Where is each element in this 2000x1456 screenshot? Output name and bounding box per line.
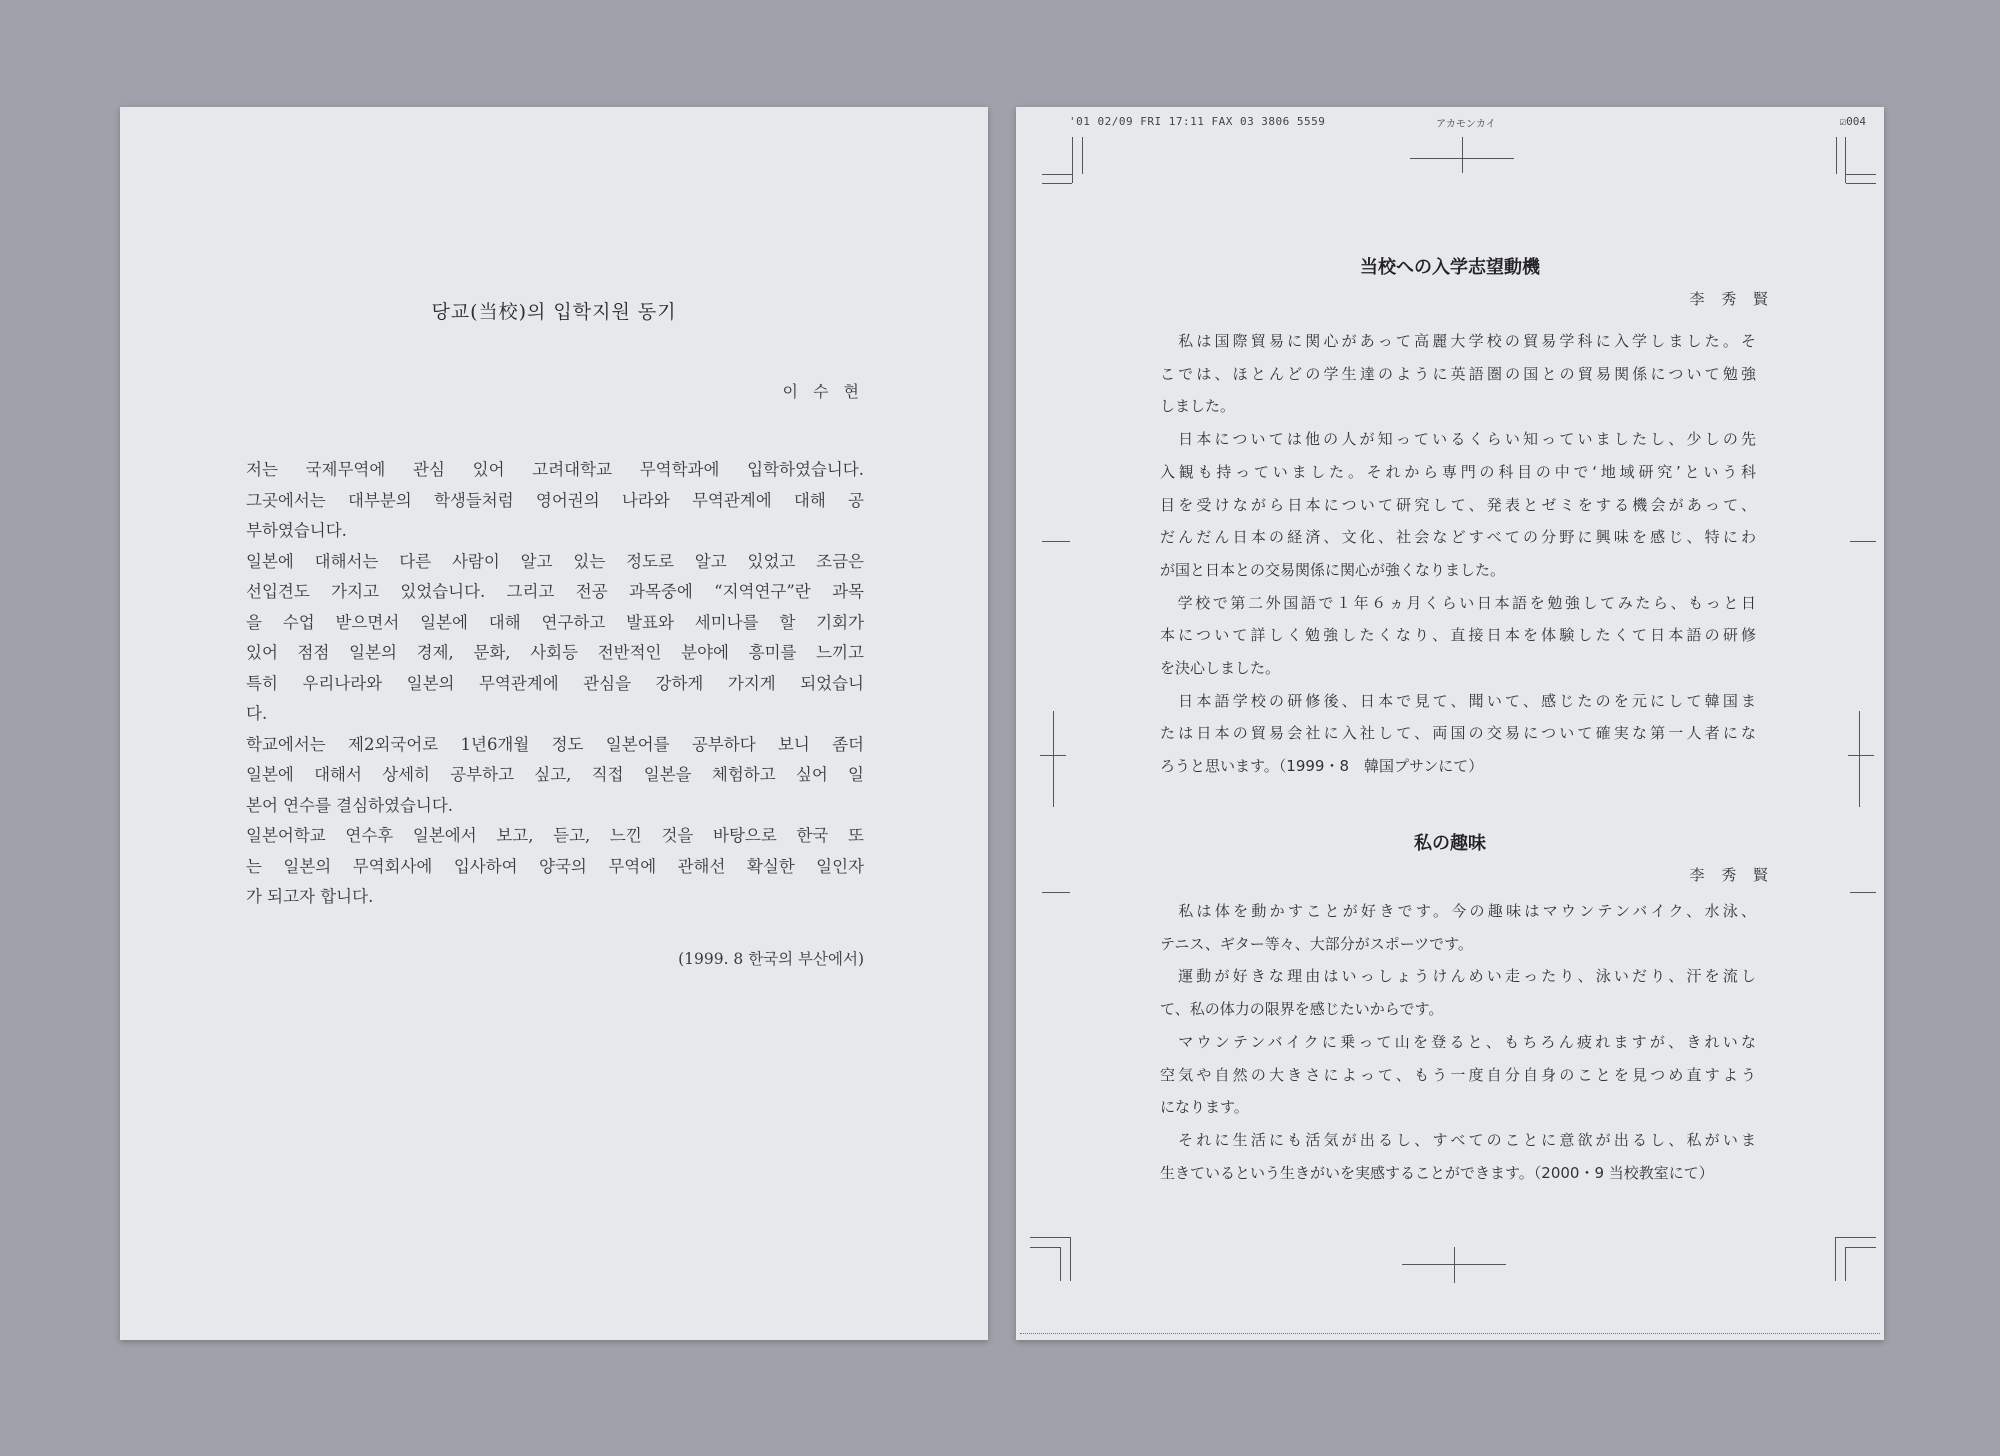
essay1-line: 日本については他の人が知っているくらい知っていましたし、少しの先 (1160, 430, 1756, 449)
fax-page-number: ☑004 (1839, 115, 1866, 128)
essay2-line: テニス、ギター等々、大部分がスポーツです。 (1160, 934, 1473, 953)
crop-mark (1042, 174, 1072, 175)
crop-mark (1836, 137, 1837, 174)
registration-mark (1042, 892, 1070, 893)
crop-mark (1030, 1247, 1060, 1248)
essay2-line: 生きているという生きがいを実感することができます。（2000・9 当校教室にて） (1160, 1163, 1714, 1182)
registration-mark (1053, 711, 1054, 807)
essay1-line: 本について詳しく勉強したくなり、直接日本を体験したくて日本語の研修 (1160, 626, 1756, 645)
korean-line: 가 되고자 합니다. (246, 887, 374, 906)
korean-line: 저는 국제무역에 관심 있어 고려대학교 무역학과에 입학하였습니다. (246, 460, 864, 479)
essay2-line: になります。 (1160, 1098, 1249, 1117)
essay1-line: しました。 (1160, 397, 1236, 416)
crop-mark (1836, 1237, 1876, 1238)
korean-line: 있어 점점 일본의 경제, 문화, 사회등 전반적인 분야에 흥미를 느끼고 (246, 643, 864, 662)
essay1-line: 目を受けながら日本について研究して、発表とゼミをする機会があって、 (1160, 495, 1756, 514)
korean-line: 본어 연수를 결심하였습니다. (246, 795, 454, 815)
crop-mark (1846, 1247, 1876, 1248)
korean-line: 을 수업 받으면서 일본에 대해 연구하고 발표와 세미나를 할 기회가 (246, 612, 864, 632)
crop-mark (1845, 1247, 1846, 1281)
crop-mark (1845, 137, 1846, 183)
korean-body (246, 455, 864, 913)
essay1-line: が国と日本との交易関係に関心が強くなりました。 (1160, 560, 1506, 579)
essay1-line: 入観も持っていました。それから専門の科目の中で‘地域研究’という科 (1160, 462, 1756, 481)
crop-mark (1846, 174, 1876, 175)
registration-mark (1850, 541, 1876, 542)
crop-mark (1835, 1237, 1836, 1281)
korean-document-sheet (120, 107, 988, 1340)
essay1-line: こでは、ほとんどの学生達のように英語圏の国との貿易関係について勉強 (1160, 364, 1756, 383)
essay2-line: それに生活にも活気が出るし、すべてのことに意欲が出るし、私がいま (1160, 1130, 1756, 1149)
crop-mark (1070, 1237, 1071, 1281)
korean-line: 다. (246, 704, 268, 723)
japanese-fax-sheet (1016, 107, 1884, 1340)
korean-line: 선입견도 가지고 있었습니다. 그리고 전공 과목중에 “지역연구”란 과목 (246, 582, 864, 601)
registration-mark (1040, 755, 1066, 756)
essay1-line: を決心しました。 (1160, 659, 1281, 678)
essay1-body (1160, 325, 1756, 783)
crop-mark (1846, 183, 1876, 184)
registration-mark (1848, 755, 1874, 756)
korean-line: 부하였습니다. (246, 521, 347, 540)
essay2-title: 私の趣味 (1414, 833, 1486, 854)
registration-mark (1850, 892, 1876, 893)
korean-date: (1999. 8 한국의 부산에서) (678, 950, 864, 968)
korean-author: 이 수 현 (782, 382, 864, 401)
fax-header: '01 02/09 FRI 17:11 FAX 03 3806 5559 (1069, 115, 1326, 128)
essay2-line: マウンテンバイクに乗って山を登ると、もちろん疲れますが、きれいな (1160, 1032, 1756, 1051)
korean-title: 당교(当校)의 입학지원 동기 (431, 301, 677, 323)
korean-line: 그곳에서는 대부분의 학생들처럼 영어권의 나라와 무역관계에 대해 공 (246, 490, 864, 510)
essay1-line: 学校で第二外国語で１年６ヵ月くらい日本語を勉強してみたら、もっと日 (1160, 593, 1756, 612)
korean-line: 일본에 대해서는 다른 사람이 알고 있는 정도로 알고 있었고 조금은 (246, 551, 864, 571)
crop-mark (1060, 1247, 1061, 1281)
essay2-line: 私は体を動かすことが好きです。今の趣味はマウンテンバイク、水泳、 (1160, 902, 1756, 920)
crop-mark (1082, 137, 1083, 174)
essay2-body (1160, 895, 1756, 1189)
registration-mark (1454, 1247, 1455, 1283)
registration-mark (1042, 541, 1070, 542)
korean-line: 특히 우리나라와 일본의 무역관계에 관심을 강하게 가지게 되었습니 (246, 673, 864, 693)
essay2-line: 運動が好きな理由はいっしょうけんめい走ったり、泳いだり、汗を流し (1160, 967, 1756, 986)
crop-mark (1072, 137, 1073, 183)
fax-sender: アカモンカイ (1436, 119, 1496, 130)
essay1-line: 日本語学校の研修後、日本で見て、聞いて、感じたのを元にして韓国ま (1160, 691, 1756, 710)
essay2-author: 李 秀 賢 (1689, 866, 1774, 884)
essay1-title: 当校への入学志望動機 (1360, 257, 1540, 278)
crop-mark (1030, 1237, 1070, 1238)
essay1-author: 李 秀 賢 (1689, 290, 1774, 308)
dotted-edge (1020, 1333, 1880, 1334)
crop-mark (1042, 183, 1072, 184)
registration-mark (1859, 711, 1860, 807)
essay1-line: たは日本の貿易会社に入社して、両国の交易について確実な第一人者にな (1160, 724, 1756, 743)
korean-line: 는 일본의 무역회사에 입사하여 양국의 무역에 관해선 확실한 일인자 (246, 856, 864, 876)
korean-line: 일본에 대해서 상세히 공부하고 싶고, 직접 일본을 체험하고 싶어 일 (246, 765, 864, 784)
essay1-line: だんだん日本の経済、文化、社会などすべての分野に興味を感じ、特にわ (1160, 528, 1756, 547)
registration-mark (1462, 137, 1463, 173)
essay2-line: て、私の体力の限界を感じたいからです。 (1160, 1000, 1444, 1019)
essay1-line: 私は国際貿易に関心があって高麗大学校の貿易学科に入学しました。そ (1160, 332, 1756, 350)
essay2-line: 空気や自然の大きさによって、もう一度自分自身のことを見つめ直すよう (1160, 1065, 1756, 1084)
korean-line: 일본어학교 연수후 일본에서 보고, 듣고, 느낀 것을 바탕으로 한국 또 (246, 826, 864, 845)
essay1-line: ろうと思います。（1999・8 韓国プサンにて） (1160, 757, 1484, 776)
korean-line: 학교에서는 제2외국어로 1년6개월 정도 일본어를 공부하다 보니 좀더 (246, 734, 864, 754)
